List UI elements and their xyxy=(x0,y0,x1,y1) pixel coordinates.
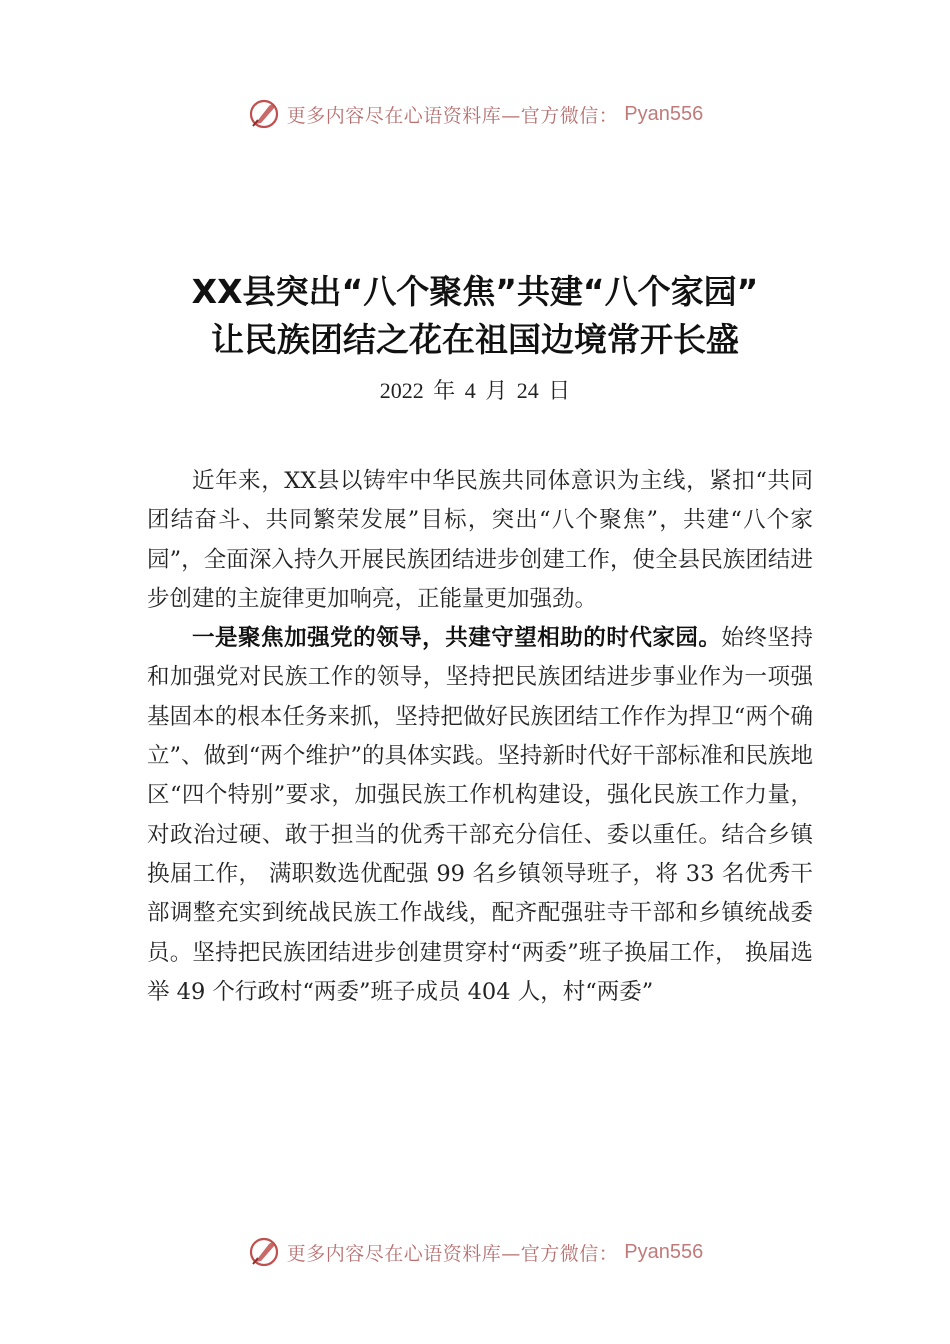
watermark-account: Pyan556 xyxy=(624,102,704,125)
header-watermark xyxy=(0,94,950,134)
watermark-text: 更多内容尽在心语资料库—官方微信： xyxy=(286,1242,619,1265)
paragraph-point-one-heading: 一是聚焦加强党的领导，共建守望相助的时代家园。 xyxy=(192,625,722,652)
watermark-text: 更多内容尽在心语资料库—官方微信： xyxy=(286,104,619,127)
document-title-line-2: 让民族团结之花在祖国边境常开长盛 xyxy=(211,320,739,359)
document-title-line-1: XX县突出“八个聚焦”共建“八个家园” xyxy=(191,272,759,311)
quill-pen-logo-icon xyxy=(247,97,281,131)
quill-pen-logo-icon xyxy=(247,1235,281,1269)
document-date: 2022 年 4 月 24 日 xyxy=(379,378,571,403)
paragraph-point-one xyxy=(147,619,813,1012)
paragraph-intro: 近年来，XX县以铸牢中华民族共同体意识为主线，紧扣“共同团结奋斗、共同繁荣发展”目标，突出“八个聚焦”，共建“八个家园”，全面深入持久开展民族团结进步创建工作，使全县民族团结进步创建的主旋律更加响亮，正能量更加强劲。 xyxy=(147,468,813,612)
footer-watermark xyxy=(0,1232,950,1272)
document-body xyxy=(147,462,813,1012)
paragraph-point-one-body: 始终坚持和加强党对民族工作的领导，坚持把民族团结进步事业作为一项强基固本的根本任务来抓，坚持把做好民族团结工作作为捍卫“两个确立”、做到“两个维护”的具体实践。坚持新时代好干部标准和民族地区“四个特别”要求，加强民族工作机构建设，强化民族工作力量，对政治过硬、敢于担当的优秀干部充分信任、委以重任。结合乡镇换届工作， 满职数选优配强 99 名乡镇领导班子，将 33 名优秀干部调整充实到统战民族工作战线，配齐配强驻寺干部和乡镇统战委员。坚持把民族团结进步创建贯穿村“两委”班子换届工作， 换届选举 49 个行政村“两委”班子成员 404 人，村“两委” xyxy=(147,625,813,1005)
watermark-account: Pyan556 xyxy=(624,1240,704,1263)
